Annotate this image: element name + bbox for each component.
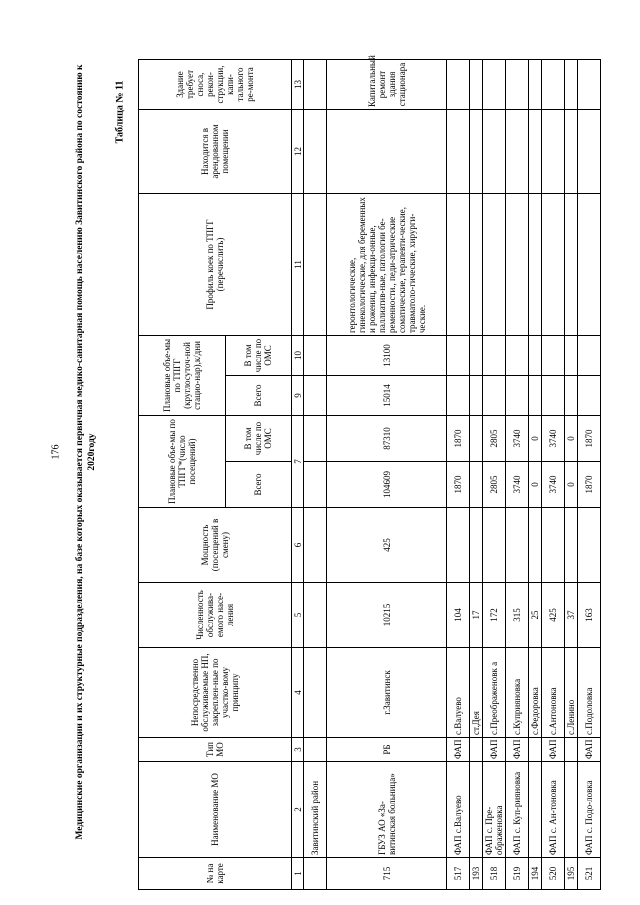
cell-repair: Капитальный ремонт здания стационара <box>327 60 447 110</box>
cell-type: ФАП <box>506 738 529 762</box>
header-name: Наименование МО <box>139 762 292 858</box>
cell-visits-total: 2805 <box>483 462 506 508</box>
header-hosp-group: Плановые объе-мы по ТПГГ (круглосуточ-ной стацио-нар),к/дни <box>139 336 226 416</box>
cell-population: 37 <box>565 583 578 648</box>
column-number: 13 <box>292 60 304 110</box>
cell-num: 194 <box>529 858 542 890</box>
district-row <box>304 60 327 890</box>
cell-population: 425 <box>542 583 565 648</box>
cell-settlement: г.Завитинск <box>327 648 447 738</box>
header-settlements: Непосредственно обслуживаемые НП, закреплен-ные по участко-вому принципу <box>139 648 292 738</box>
table-row <box>483 60 506 890</box>
cell-settlement: с.Преображеновк а <box>483 648 506 738</box>
cell-visits-total: 0 <box>529 462 542 508</box>
cell-type: ФАП <box>542 738 565 762</box>
header-hosp-oms: В том числе по ОМС <box>225 336 291 376</box>
header-rented: Находится в арендованном помещении <box>139 110 292 194</box>
header-type: Тип МО <box>139 738 292 762</box>
cell-visits-oms: 0 <box>529 416 542 462</box>
table-container <box>138 55 622 890</box>
cell-capacity <box>542 508 565 583</box>
column-number: 9 <box>292 376 304 416</box>
header-visits-group: Плановые объе-мы по ТПГГ*(число посещений) <box>139 416 226 508</box>
cell-type: РБ <box>327 738 447 762</box>
column-number: 10 <box>292 336 304 376</box>
cell-visits-total: 104609 <box>327 462 447 508</box>
column-number: 1 <box>292 858 304 890</box>
header-capacity: Мощность (посещений в смену) <box>139 508 292 583</box>
cell-num: 715 <box>327 858 447 890</box>
cell-population: 163 <box>578 583 601 648</box>
cell-name <box>529 762 542 858</box>
cell-name: ФАП с.Валуево <box>447 762 470 858</box>
table-row <box>447 60 470 890</box>
cell-settlement: ст.Дея <box>470 648 483 738</box>
cell-num: 519 <box>506 858 529 890</box>
table-label: Таблица № 11 <box>114 80 126 144</box>
cell-capacity <box>506 508 529 583</box>
organizations-table <box>138 55 601 890</box>
cell-hosp-oms: 13100 <box>327 336 447 376</box>
cell-num: 195 <box>565 858 578 890</box>
header-profile: Профиль коек по ТПГГ (перечислить) <box>139 194 292 336</box>
column-number: 2 <box>292 762 304 858</box>
table-row <box>565 60 578 890</box>
cell-visits-total <box>470 462 483 508</box>
column-number: 12 <box>292 110 304 194</box>
column-number: 7 <box>292 416 304 508</box>
cell-visits-total: 3740 <box>542 462 565 508</box>
cell-settlement: с.Валуево <box>447 648 470 738</box>
cell-num: 518 <box>483 858 506 890</box>
cell-visits-oms <box>470 416 483 462</box>
header-repair: Здание требует сноса, рекон-струкции, капи-тального ре-монта <box>139 60 292 110</box>
cell-name: ФАП с. Куп-рияновка <box>506 762 529 858</box>
cell-name: ФАП с. Подо-ловка <box>578 762 601 858</box>
cell-settlement: с.Подоловка <box>578 648 601 738</box>
cell-population: 315 <box>506 583 529 648</box>
cell-name <box>470 762 483 858</box>
cell-population: 10215 <box>327 583 447 648</box>
cell-type <box>565 738 578 762</box>
cell-capacity <box>565 508 578 583</box>
table-row <box>506 60 529 890</box>
table-row <box>578 60 601 890</box>
cell-settlement: с.Федоровка <box>529 648 542 738</box>
cell-profile: геронтологические, гинекологические, для беременных и рожениц, инфекци-онные, паллиатив-ные, патологии бе-ременности., педи-атрические соматические, терапевти-ческие, травматоло-гические, хирурги-ческие. <box>327 194 447 336</box>
cell-visits-total: 1870 <box>578 462 601 508</box>
cell-num: 193 <box>470 858 483 890</box>
header-hosp-total: Всего <box>225 376 291 416</box>
cell-type <box>470 738 483 762</box>
cell-visits-oms: 2805 <box>483 416 506 462</box>
cell-capacity <box>578 508 601 583</box>
cell-capacity <box>470 508 483 583</box>
table-row <box>529 60 542 890</box>
cell-type <box>529 738 542 762</box>
district-name: Завитинский район <box>304 762 327 858</box>
cell-hosp-total: 15014 <box>327 376 447 416</box>
header-visits-total: Всего <box>225 462 291 508</box>
cell-type: ФАП <box>447 738 470 762</box>
cell-capacity: 425 <box>327 508 447 583</box>
cell-capacity <box>529 508 542 583</box>
table-row <box>470 60 483 890</box>
cell-name <box>565 762 578 858</box>
cell-num: 520 <box>542 858 565 890</box>
page-number: 176 <box>50 444 62 460</box>
cell-settlement: с.Антоновка <box>542 648 565 738</box>
column-number: 11 <box>292 194 304 336</box>
cell-num: 517 <box>447 858 470 890</box>
cell-visits-total: 3740 <box>506 462 529 508</box>
column-number: 4 <box>292 648 304 738</box>
cell-population: 104 <box>447 583 470 648</box>
cell-settlement: с.Ленино <box>565 648 578 738</box>
column-number: 6 <box>292 508 304 583</box>
cell-visits-total: 1870 <box>447 462 470 508</box>
document-title: Медицинские организации и их структурные подразделения, на базе которых оказывается первичная медико-санитарная помощь населению Завитинского района по состоянию к 2020году <box>75 64 97 840</box>
header-population: Численность обслужива-емого насе-ления <box>139 583 292 648</box>
cell-visits-oms: 1870 <box>578 416 601 462</box>
header-num: № на карте <box>139 858 292 890</box>
column-number: 3 <box>292 738 304 762</box>
cell-population: 17 <box>470 583 483 648</box>
cell-type: ФАП <box>578 738 601 762</box>
cell-population: 172 <box>483 583 506 648</box>
column-number-row <box>292 60 304 890</box>
cell-settlement: с.Куприяновка <box>506 648 529 738</box>
cell-visits-oms: 3740 <box>542 416 565 462</box>
table-row <box>327 60 447 890</box>
cell-visits-oms: 3740 <box>506 416 529 462</box>
cell-visits-oms: 1870 <box>447 416 470 462</box>
cell-name: ФАП с. Пре-ображеновка <box>483 762 506 858</box>
cell-visits-oms: 87310 <box>327 416 447 462</box>
cell-visits-total: 0 <box>565 462 578 508</box>
cell-num: 521 <box>578 858 601 890</box>
cell-name: ГБУЗ АО «За-витинская больница» <box>327 762 447 858</box>
cell-population: 25 <box>529 583 542 648</box>
table-row <box>542 60 565 890</box>
cell-visits-oms: 0 <box>565 416 578 462</box>
cell-capacity <box>447 508 470 583</box>
header-visits-oms: В том числе по ОМС <box>225 416 291 462</box>
cell-capacity <box>483 508 506 583</box>
column-number: 5 <box>292 583 304 648</box>
cell-type: ФАП <box>483 738 506 762</box>
cell-rented <box>327 110 447 194</box>
cell-name: ФАП с. Ан-тоновка <box>542 762 565 858</box>
